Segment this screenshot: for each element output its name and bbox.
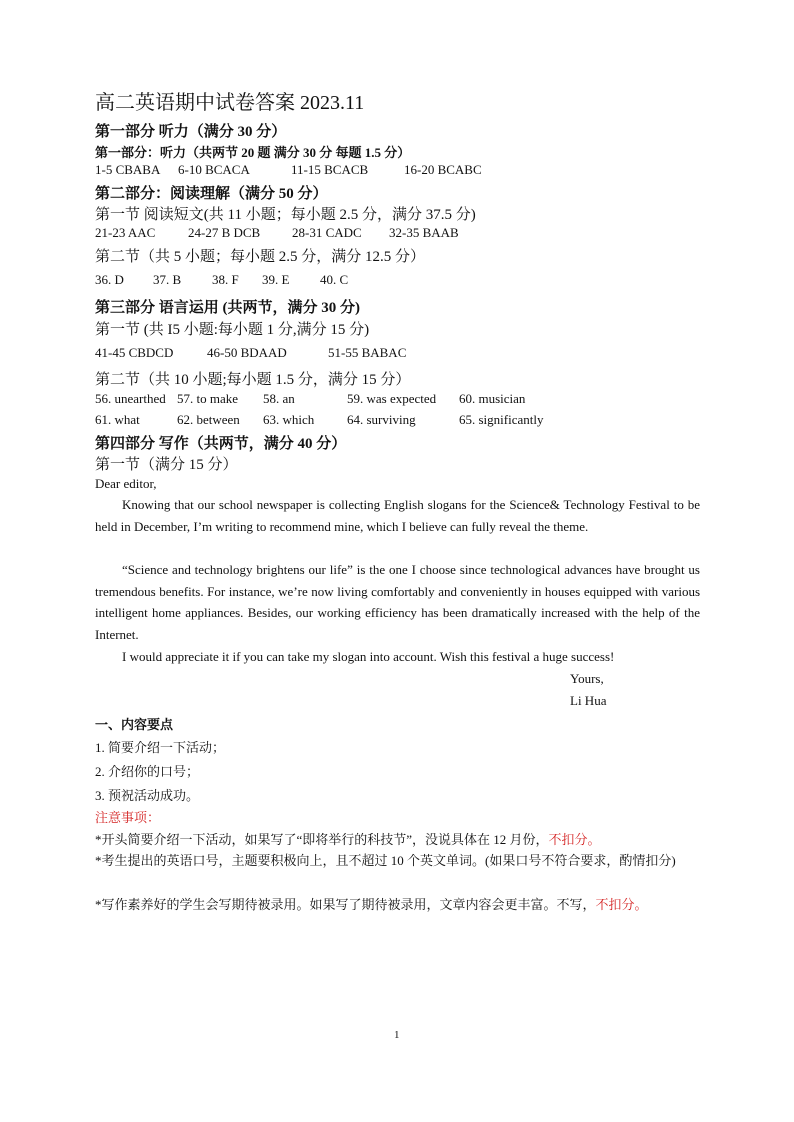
part3-heading: 第三部分 语言运用 (共两节，满分 30 分): [95, 300, 360, 316]
answer-item: 61. what: [95, 412, 140, 427]
part2-heading: 第二部分：阅读理解（满分 50 分）: [95, 186, 328, 202]
letter-closing: Yours,: [570, 671, 604, 686]
note-3: [95, 894, 648, 913]
answer-item: 38. F: [212, 272, 239, 287]
part1-subheading: 第一部分：听力（共两节 20 题 满分 30 分 每题 1.5 分）: [95, 145, 411, 160]
answer-item: 60. musician: [459, 391, 526, 406]
letter-paragraph-3: I would appreciate it if you can take my slogan into account. Wish this festival a huge success!: [122, 649, 615, 664]
letter-salutation: Dear editor,: [95, 476, 157, 491]
answer-item: 57. to make: [177, 391, 239, 406]
answer-item: 39. E: [262, 272, 290, 287]
answer-group: 41-45 CBDCD: [95, 345, 174, 360]
answer-item: 56. unearthed: [95, 391, 166, 406]
answer-group: 51-55 BABAC: [328, 345, 407, 360]
note-3-highlight: 不扣分。: [595, 897, 648, 912]
answer-item: 58. an: [263, 391, 295, 406]
answer-item: 36. D: [95, 272, 124, 287]
page-number: 1: [394, 1029, 400, 1041]
note-3-text: *写作素养好的学生会写期待被录用。如果写了期待被录用，文章内容会更丰富。不写，: [95, 897, 596, 912]
answer-item: 64. surviving: [347, 412, 416, 427]
answer-group: 11-15 BCACB: [291, 162, 369, 177]
answer-group: 28-31 CADC: [292, 225, 362, 240]
part3-section2-answers-row1: [95, 391, 695, 409]
answer-group: 16-20 BCABC: [404, 162, 482, 177]
part1-answers-row: [95, 162, 695, 180]
note-1-text: *开头简要介绍一下活动，如果写了“即将举行的科技节”，没说具体在 12 月份，: [95, 832, 549, 847]
content-points-heading: 一、内容要点: [95, 717, 174, 732]
page-title: 高二英语期中试卷答案 2023.11: [95, 92, 365, 114]
content-point: 2. 介绍你的口号；: [95, 764, 200, 779]
note-2: *考生提出的英语口号，主题要积极向上，且不超过 10 个英文单词。(如果口号不符合要求，酌情扣分): [95, 853, 676, 868]
answer-group: 24-27 B DCB: [188, 225, 261, 240]
content-point: 1. 简要介绍一下活动；: [95, 740, 226, 755]
answer-item: 62. between: [177, 412, 240, 427]
answer-group: 6-10 BCACA: [178, 162, 250, 177]
part2-section1-answers: [95, 225, 695, 243]
answer-item: 65. significantly: [459, 412, 544, 427]
letter-paragraph-1: Knowing that our school newspaper is collecting English slogans for the Science& Technology Festival to be held in December, I’m writing to recommend mine, which I believe can fully reveal the theme.: [95, 497, 700, 534]
note-1-highlight: 不扣分。: [548, 832, 601, 847]
part1-heading: 第一部分 听力（满分 30 分）: [95, 124, 287, 140]
part2-section2-heading: 第二节（共 5 小题；每小题 2.5 分，满分 12.5 分）: [95, 249, 426, 265]
letter-signature: Li Hua: [570, 693, 607, 708]
part3-section2-heading: 第二节（共 10 小题;每小题 1.5 分，满分 15 分）: [95, 372, 411, 388]
answer-item: 40. C: [320, 272, 349, 287]
part4-heading: 第四部分 写作（共两节，满分 40 分）: [95, 436, 347, 452]
part4-section1-heading: 第一节（满分 15 分）: [95, 457, 238, 473]
content-point: 3. 预祝活动成功。: [95, 788, 200, 803]
part2-section2-answers: [95, 272, 695, 290]
part3-section2-answers-row2: [95, 412, 695, 430]
answer-item: 59. was expected: [347, 391, 437, 406]
answer-group: 32-35 BAAB: [389, 225, 459, 240]
notes-heading: 注意事项：: [95, 810, 161, 825]
answer-item: 63. which: [263, 412, 315, 427]
part3-section1-heading: 第一节 (共 I5 小题:每小题 1 分,满分 15 分): [95, 322, 370, 338]
part2-section1-heading: 第一节 阅读短文(共 11 小题；每小题 2.5 分，满分 37.5 分): [95, 207, 476, 223]
answer-item: 37. B: [153, 272, 182, 287]
answer-group: 46-50 BDAAD: [207, 345, 287, 360]
part3-section1-answers: [95, 345, 695, 363]
answer-group: 1-5 CBABA: [95, 162, 161, 177]
letter-paragraph-2: “Science and technology brightens our life” is the one I choose since technological advances have brought us tremendous benefits. For instance, we’re now living comfortably and conveniently in houses equipped with various intelligent home appliances. Besides, our working efficiency has been dramatically increased with the help of the Internet.: [95, 562, 700, 643]
note-1: [95, 829, 601, 848]
answer-group: 21-23 AAC: [95, 225, 156, 240]
